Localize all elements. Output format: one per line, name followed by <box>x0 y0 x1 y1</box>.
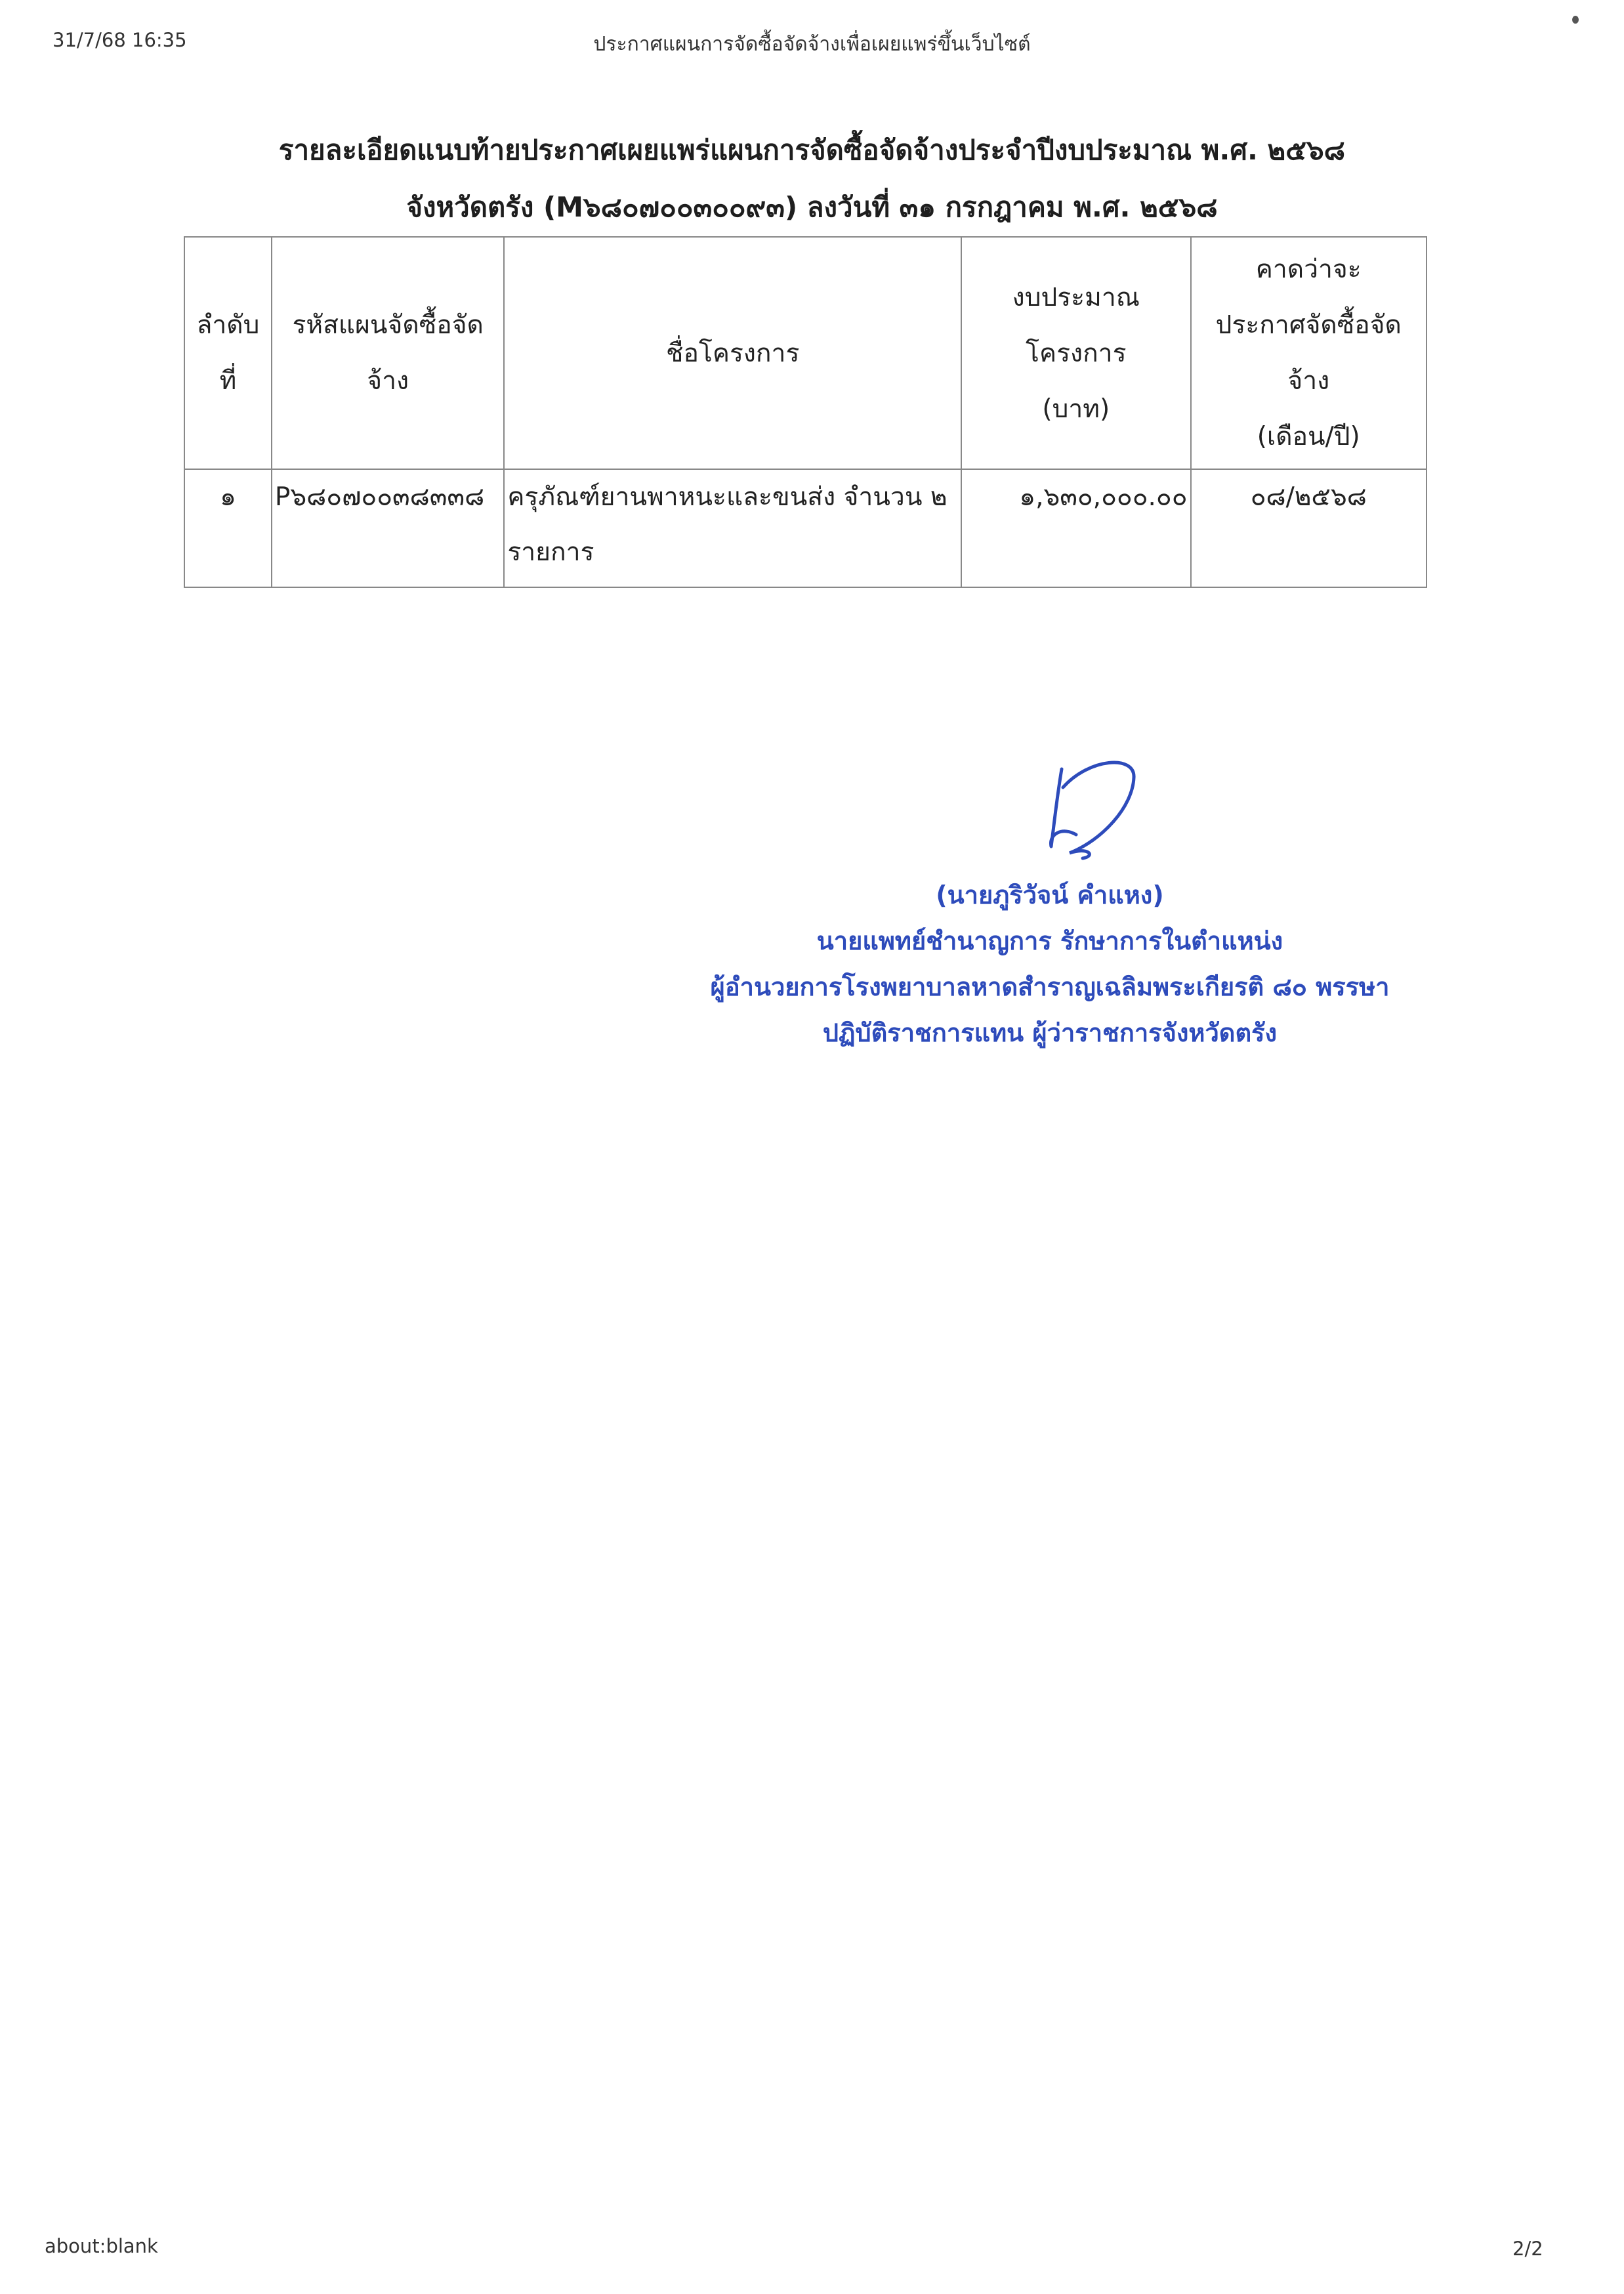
scan-speck <box>1572 16 1579 24</box>
header-expected-date <box>1191 237 1427 469</box>
handwritten-signature <box>1024 748 1155 866</box>
table-row <box>184 469 1426 587</box>
header-budget <box>961 237 1190 469</box>
header-plan-code <box>272 237 504 469</box>
header-budget-line1: งบประมาณ <box>1012 282 1140 312</box>
document-title-line2: จังหวัดตรัง (M๖๘๐๗๐๐๓๐๐๙๓) ลงวันที่ ๓๑ กรกฎาคม พ.ศ. ๒๕๖๘ <box>406 191 1218 223</box>
header-budget-line2: โครงการ <box>1026 338 1127 368</box>
print-url: about:blank <box>45 2235 158 2257</box>
cell-seq: ๑ <box>184 469 272 587</box>
header-project-name <box>504 237 961 469</box>
header-expected-line4: (เดือน/ปี) <box>1257 422 1360 451</box>
signatory-name: (นายภูริวัจน์ คำแหง) <box>936 881 1164 909</box>
cell-project-name-line2: รายการ <box>507 537 594 567</box>
cell-project-name <box>504 469 961 587</box>
header-expected-line3: จ้าง <box>1287 366 1330 396</box>
signatory-position-2: ผู้อำนวยการโรงพยาบาลหาดสำราญเฉลิมพระเกียรติ ๘๐ พรรษา <box>710 972 1390 1001</box>
header-seq-line2: ที่ <box>219 366 237 396</box>
signatory-position-3: ปฏิบัติราชการแทน ผู้ว่าราชการจังหวัดตรัง <box>822 1018 1278 1047</box>
cell-budget: ๑,๖๓๐,๐๐๐.๐๐ <box>961 469 1190 587</box>
document-title-line1: รายละเอียดแนบท้ายประกาศเผยแพร่แผนการจัดซื้อจัดจ้างประจำปีงบประมาณ พ.ศ. ๒๕๖๘ <box>278 134 1346 166</box>
print-page-number: 2/2 <box>1512 2238 1543 2260</box>
header-expected-line2: ประกาศจัดซื้อจัด <box>1215 310 1402 340</box>
print-page-title: ประกาศแผนการจัดซื้อจัดจ้างเพื่อเผยแพร่ขึ้นเว็บไซต์ <box>593 33 1031 56</box>
cell-plan-code: P๖๘๐๗๐๐๓๘๓๓๘ <box>272 469 504 587</box>
header-plan-code-line1: รหัสแผนจัดซื้อจัด <box>292 310 484 340</box>
header-budget-line3: (บาท) <box>1042 394 1110 424</box>
header-project-name-text: ชื่อโครงการ <box>666 338 800 368</box>
procurement-plan-table <box>184 236 1427 588</box>
print-datetime: 31/7/68 16:35 <box>52 29 187 51</box>
header-plan-code-line2: จ้าง <box>367 366 409 396</box>
table-header-row <box>184 237 1426 469</box>
cell-month-year: ๐๘/๒๕๖๘ <box>1191 469 1427 587</box>
header-expected-line1: คาดว่าจะ <box>1255 255 1362 284</box>
cell-project-name-line1: ครุภัณฑ์ยานพาหนะและขนส่ง จำนวน ๒ <box>507 482 947 512</box>
header-seq <box>184 237 272 469</box>
signatory-position-1: นายแพทย์ชำนาญการ รักษาการในตำแหน่ง <box>816 927 1283 955</box>
header-seq-line1: ลำดับ <box>196 310 260 340</box>
